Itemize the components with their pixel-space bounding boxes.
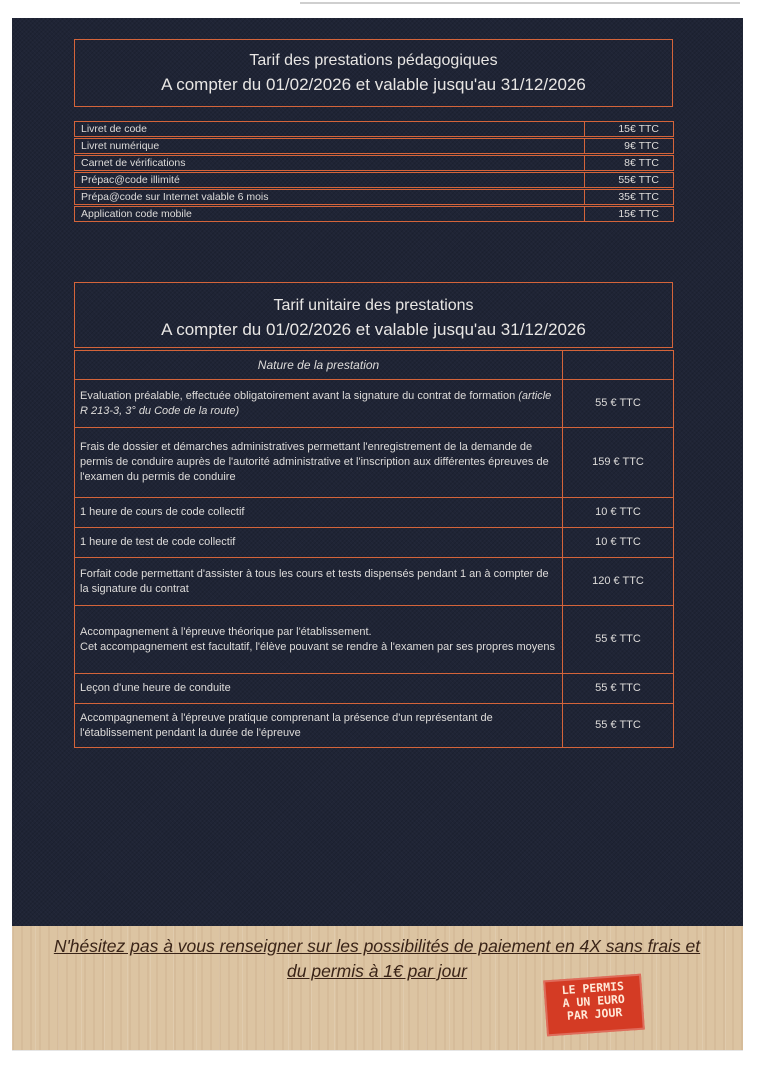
table-row: [75, 380, 674, 428]
service-price: 120 € TTC: [563, 558, 674, 606]
item-price: 9€ TTC: [584, 138, 674, 154]
item-label: Livret de code: [74, 121, 584, 137]
item-label: Prépac@code illimité: [74, 172, 584, 188]
table-row: [74, 121, 674, 137]
service-price: 55 € TTC: [563, 606, 674, 674]
unit-services-table: [74, 350, 674, 748]
table-row: [75, 498, 674, 528]
service-price: 55 € TTC: [563, 704, 674, 748]
service-price: 55 € TTC: [563, 380, 674, 428]
service-label: [75, 380, 563, 428]
service-label: Frais de dossier et démarches administratives permettant l'enregistrement de la demande de permis de conduire auprès de l'autorité administrative et l'inscription aux différentes épreuves de l'examen du permis de conduire: [75, 428, 563, 498]
item-label: Livret numérique: [74, 138, 584, 154]
unit-pricing-title: [74, 282, 673, 348]
table-row: [75, 704, 674, 748]
service-text: Evaluation préalable, effectuée obligatoirement avant la signature du contrat de formation: [80, 389, 516, 402]
service-label: Forfait code permettant d'assister à tous les cours et tests dispensés pendant 1 an à compter de la signature du contrat: [75, 558, 563, 606]
service-price: 159 € TTC: [563, 428, 674, 498]
service-legal-note: (article R 213-3, 3° du Code de la route): [80, 389, 552, 417]
title-validity-line: A compter du 01/02/2026 et valable jusqu'au 31/12/2026: [161, 75, 586, 94]
title-line-1: Tarif des prestations pédagogiques: [249, 52, 498, 69]
table-row: [75, 528, 674, 558]
service-text-detail: Cet accompagnement est facultatif, l'élève pouvant se rendre à l'examen par ses propres moyens: [80, 640, 556, 653]
service-price: 10 € TTC: [563, 498, 674, 528]
table-row: [74, 189, 674, 205]
item-price: 8€ TTC: [584, 155, 674, 171]
service-label: Leçon d'une heure de conduite: [75, 674, 563, 704]
item-label: Application code mobile: [74, 206, 584, 222]
service-price: 55 € TTC: [563, 674, 674, 704]
table-row: [75, 558, 674, 606]
service-label: 1 heure de test de code collectif: [75, 528, 563, 558]
table-row: [75, 674, 674, 704]
service-price: 10 € TTC: [563, 528, 674, 558]
title-validity-line: A compter du 01/02/2026 et valable jusqu'au 31/12/2026: [161, 320, 586, 339]
table-header-row: [75, 351, 674, 380]
service-label: [75, 606, 563, 674]
item-price: 35€ TTC: [584, 189, 674, 205]
table-row: [75, 428, 674, 498]
column-header: Nature de la prestation: [75, 351, 563, 380]
service-label: 1 heure de cours de code collectif: [75, 498, 563, 528]
stamp-line-3: PAR JOUR: [566, 1005, 623, 1023]
item-price: 55€ TTC: [584, 172, 674, 188]
pedagogical-items-table: [74, 120, 674, 223]
pedagogical-pricing-title: [74, 39, 673, 107]
service-label: Accompagnement à l'épreuve pratique comprenant la présence d'un représentant de l'établissement pendant la durée de l'épreuve: [75, 704, 563, 748]
stamp-line-2: A UN EURO: [562, 991, 626, 1011]
item-label: Prépa@code sur Internet valable 6 mois: [74, 189, 584, 205]
permis-un-euro-stamp: [543, 974, 645, 1037]
promo-line-2: du permis à 1€ par jour: [287, 961, 467, 981]
item-label: Carnet de vérifications: [74, 155, 584, 171]
stamp-line-1: LE PERMIS: [561, 978, 625, 998]
table-row: [75, 606, 674, 674]
promo-banner: [12, 926, 743, 1050]
bottom-divider: [12, 1050, 743, 1051]
title-line-1: Tarif unitaire des prestations: [273, 297, 474, 314]
item-price: 15€ TTC: [584, 206, 674, 222]
table-row: [74, 138, 674, 154]
top-divider: [300, 2, 740, 4]
price-column-header: [563, 351, 674, 380]
table-row: [74, 155, 674, 171]
table-row: [74, 172, 674, 188]
table-row: [74, 206, 674, 222]
promo-line-1: N'hésitez pas à vous renseigner sur les possibilités de paiement en 4X sans frais et: [53, 936, 701, 956]
item-price: 15€ TTC: [584, 121, 674, 137]
service-text: Accompagnement à l'épreuve théorique par l'établissement.: [80, 625, 372, 638]
